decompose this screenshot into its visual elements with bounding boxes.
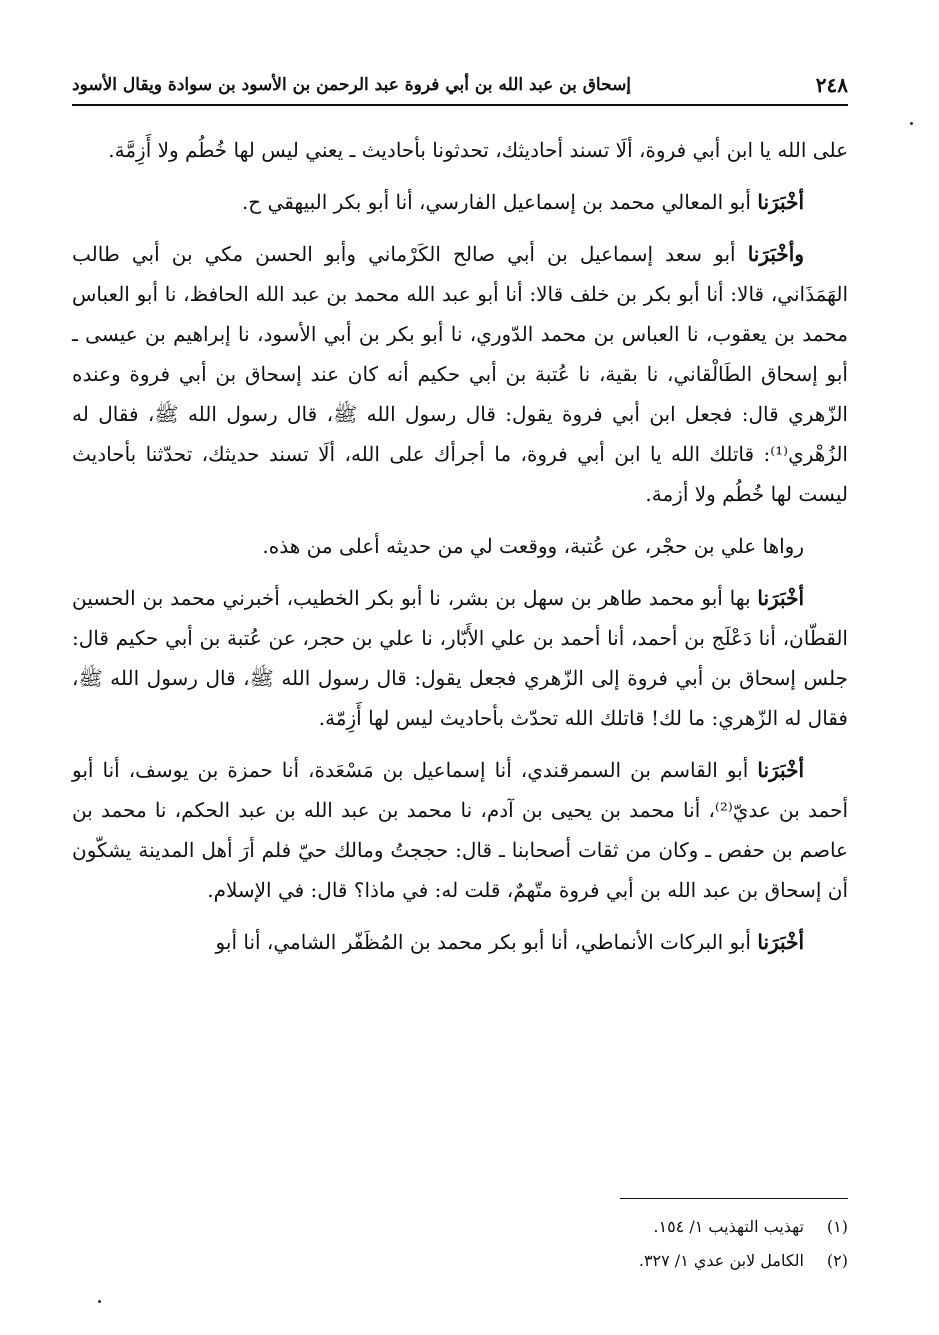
paragraph xyxy=(72,750,848,910)
footnote-text: الكامل لابن عدي ١/ ٣٢٧. xyxy=(638,1251,804,1270)
paragraph xyxy=(72,578,848,738)
scan-speck xyxy=(98,1300,101,1303)
page-header xyxy=(72,68,848,102)
footnotes xyxy=(72,1210,848,1278)
footnote xyxy=(72,1244,848,1278)
footnote-text: تهذيب التهذيب ١/ ١٥٤. xyxy=(653,1217,804,1236)
footnote xyxy=(72,1210,848,1244)
paragraph-keyword: وأخْبَرَنا xyxy=(747,242,804,266)
footnote-number: (٢) xyxy=(826,1251,848,1270)
paragraph xyxy=(72,130,848,170)
paragraph-text: على الله يا ابن أبي فروة، ألَا تسند أحاديثك، تحدثونا بأحاديث ـ يعني ليس لها خُطُم ولا أَزِمَّة. xyxy=(108,138,848,162)
paragraph-text: أبو القاسم بن السمرقندي، أنا إسماعيل بن مَسْعَدة، أنا حمزة بن يوسف، أنا أبو أحمد بن عديّ⁽²⁾، أنا محمد بن يحيى بن آدم، نا محمد بن عبد الله بن عبد الحكم، نا محمد بن عاصم بن حفص ـ وكان من ثقات أصحابنا ـ قال: حججتُ ومالك حيّ فلم أرَ أهل المدينة يشكّون أن إسحاق بن عبد الله بن أبي فروة متّهمٌ، قلت له: في ماذا؟ قال: في الإسلام. xyxy=(72,758,848,902)
page-number: ٢٤٨ xyxy=(815,73,848,97)
paragraph-text: أبو سعد إسماعيل بن أبي صالح الكَرْماني وأبو الحسن مكي بن أبي طالب الهَمَذَاني، قالا: أنا أبو بكر بن خلف قالا: أنا أبو عبد الله محمد بن عبد الله الحافظ، نا أبو العباس محمد بن يعقوب، نا العباس بن محمد الدّوري، نا أبو بكر بن أبي الأسود، نا إبراهيم بن عيسى ـ أبو إسحاق الطَالْقاني، نا بقية، نا عُتبة بن أبي حكيم أنه كان عند إسحاق بن أبي فروة وعنده الزّهري قال: فجعل ابن أبي فروة يقول: قال رسول الله ﷺ، قال رسول الله ﷺ، فقال له الزُهْري⁽¹⁾: قاتلك الله يا ابن أبي فروة، ما أجرأك على الله، ألَا تسند حديثك، تحدّثنا بأحاديث ليست لها خُطُم ولا أزمة. xyxy=(72,242,848,506)
paragraph-text: بها أبو محمد طاهر بن سهل بن بشر، نا أبو بكر الخطيب، أخبرني محمد بن الحسين القطّان، أنا دَعْلَج بن أحمد، أنا أحمد بن علي الأَبّار، نا علي بن حجر، عن عُتبة بن أبي حكيم قال: جلس إسحاق بن أبي فروة إلى الزّهري فجعل يقول: قال رسول الله ﷺ، قال رسول الله ﷺ، فقال له الزّهري: ما لك! قاتلك الله تحدّث بأحاديث ليس لها أَزِمّة. xyxy=(72,586,848,730)
paragraph xyxy=(72,234,848,514)
paragraph-keyword: أخْبَرَنا xyxy=(757,758,804,782)
footnote-rule xyxy=(620,1198,848,1199)
paragraph xyxy=(72,526,848,566)
main-text xyxy=(72,130,848,974)
running-title: إسحاق بن عبد الله بن أبي فروة عبد الرحمن بن الأسود بن سوادة ويقال الأسود xyxy=(72,75,632,95)
paragraph-keyword: أخْبَرَنا xyxy=(757,586,804,610)
paragraph xyxy=(72,922,848,962)
paragraph-text: رواها علي بن حجْر، عن عُتبة، ووقعت لي من حديثه أعلى من هذه. xyxy=(262,534,804,558)
paragraph-text: أبو البركات الأنماطي، أنا أبو بكر محمد بن المُظَفّر الشامي، أنا أبو xyxy=(215,930,758,954)
paragraph-keyword: أخْبَرَنا xyxy=(757,930,804,954)
header-rule xyxy=(72,104,848,106)
footnote-number: (١) xyxy=(826,1217,848,1236)
scan-speck xyxy=(910,122,913,125)
paragraph-keyword: أخْبَرَنا xyxy=(757,190,804,214)
paragraph-text: أبو المعالي محمد بن إسماعيل الفارسي، أنا أبو بكر البيهقي ح. xyxy=(241,190,758,214)
paragraph xyxy=(72,182,848,222)
